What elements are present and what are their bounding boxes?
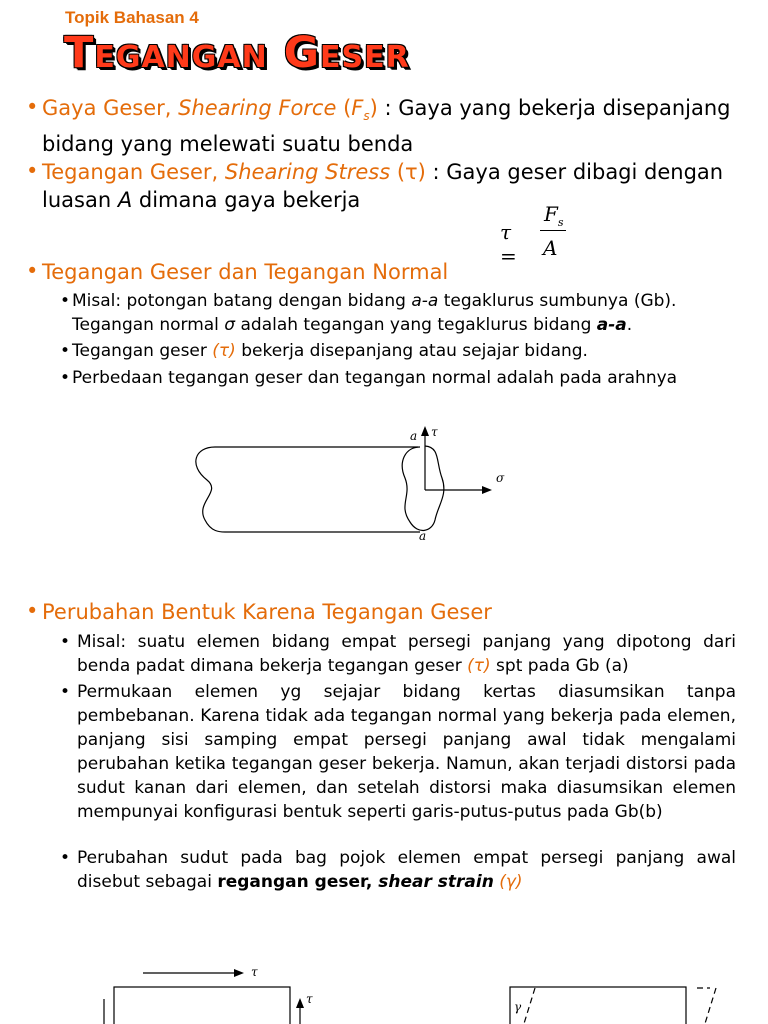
page-title: Tegangan Geser xyxy=(64,28,410,78)
plane-label: a-a xyxy=(596,315,627,335)
tau-symbol: (τ) xyxy=(467,656,491,676)
tau-symbol: (τ) xyxy=(212,341,236,361)
gamma-label: γ xyxy=(514,1000,522,1014)
bullet-dot: • xyxy=(26,95,39,119)
term: Tegangan Geser, xyxy=(42,160,225,184)
bullet-dot: • xyxy=(60,368,71,388)
bullet-dot: • xyxy=(60,291,71,311)
heading: Tegangan Geser dan Tegangan Normal xyxy=(42,260,449,284)
term-en: Shearing Stress xyxy=(224,160,391,184)
bullet-dot: • xyxy=(26,259,39,283)
original-rect xyxy=(510,987,686,1024)
formula-sub: s xyxy=(557,216,564,229)
formula-F: F xyxy=(544,202,558,226)
formula-tau: τ xyxy=(500,220,512,244)
bullet-dot: • xyxy=(26,599,39,623)
text: adalah tegangan yang tegaklurus bidang xyxy=(235,315,597,335)
text: Perubahan sudut pada bag pojok elemen empat persegi panjang awal disebut sebagai xyxy=(77,848,736,892)
text: bekerja disepanjang atau sejajar bidang. xyxy=(235,341,588,361)
formula-eq: = xyxy=(500,244,517,268)
term-en: shear strain xyxy=(378,872,494,892)
tau-top-label: τ xyxy=(251,965,258,979)
term-en: Shearing Force xyxy=(178,96,337,120)
plane-label: a-a xyxy=(411,291,439,311)
text: Misal: potongan batang dengan bidang xyxy=(72,291,412,311)
term: Gaya Geser, xyxy=(42,96,179,120)
symbol-close: ) xyxy=(369,96,378,120)
term-bold: regangan geser, xyxy=(217,872,379,892)
symbol-sub: s xyxy=(363,109,370,124)
tau-right-label: τ xyxy=(306,992,313,1006)
text: . xyxy=(626,315,633,335)
distorted-right-edge xyxy=(703,988,716,1024)
formula-denominator: A xyxy=(543,236,558,260)
tau-top-arrowhead xyxy=(234,969,244,977)
bullet-dot: • xyxy=(60,682,71,702)
label-tau: τ xyxy=(431,425,438,439)
element-b-figure xyxy=(510,987,716,1024)
text: Misal: suatu elemen bidang empat persegi panjang yang dipotong dari benda padat dimana bekerja tegangan geser xyxy=(77,632,736,676)
text: Perbedaan tegangan geser dan tegangan normal adalah pada arahnya xyxy=(72,368,678,388)
label-sigma: σ xyxy=(496,471,505,485)
element-a-figure xyxy=(104,965,313,1024)
text: spt pada Gb (a) xyxy=(490,656,629,676)
symbol: (τ) xyxy=(390,160,426,184)
definition: : Gaya geser dibagi dengan luasan xyxy=(42,160,724,212)
label-a-bottom: a xyxy=(419,529,427,543)
bullet-dot: • xyxy=(60,341,71,361)
text: Tegangan geser xyxy=(72,341,213,361)
definition: : Gaya yang bekerja disepanjang bidang yang melewati suatu benda xyxy=(42,96,731,157)
distorted-left-edge xyxy=(522,988,535,1024)
bullet-dot: • xyxy=(60,632,71,652)
element-rect xyxy=(114,987,290,1024)
topic-label: Topik Bahasan 4 xyxy=(65,8,199,27)
definition-end: dimana gaya bekerja xyxy=(132,188,361,212)
sigma-symbol: σ xyxy=(224,315,236,335)
tau-right-arrowhead xyxy=(296,998,304,1008)
text: tegaklurus sumbunya (Gb). Tegangan normal xyxy=(72,291,677,335)
heading: Perubahan Bentuk Karena Tegangan Geser xyxy=(42,600,492,624)
symbol: F xyxy=(351,96,364,120)
area-var: A xyxy=(117,188,133,212)
bullet-dot: • xyxy=(26,159,39,183)
gamma-symbol: (γ) xyxy=(493,872,523,892)
label-a-top: a xyxy=(410,429,418,443)
symbol-open: ( xyxy=(336,96,352,120)
bullet-dot: • xyxy=(60,848,71,868)
text: Permukaan elemen yg sejajar bidang kertas diasumsikan tanpa pembebanan. Karena tidak ada tegangan normal yang bekerja pada elemen, panjang sisi samping empat persegi panjang awal tidak mengalami perubahan ketika tegangan geser bekerja. Namun, akan terjadi distorsi pada sudut kanan dari elemen, dan setelah distorsi maka diasumsikan elemen mempunyai konfigurasi bentuk seperti garis-putus-putus pada Gb(b) xyxy=(77,682,736,822)
